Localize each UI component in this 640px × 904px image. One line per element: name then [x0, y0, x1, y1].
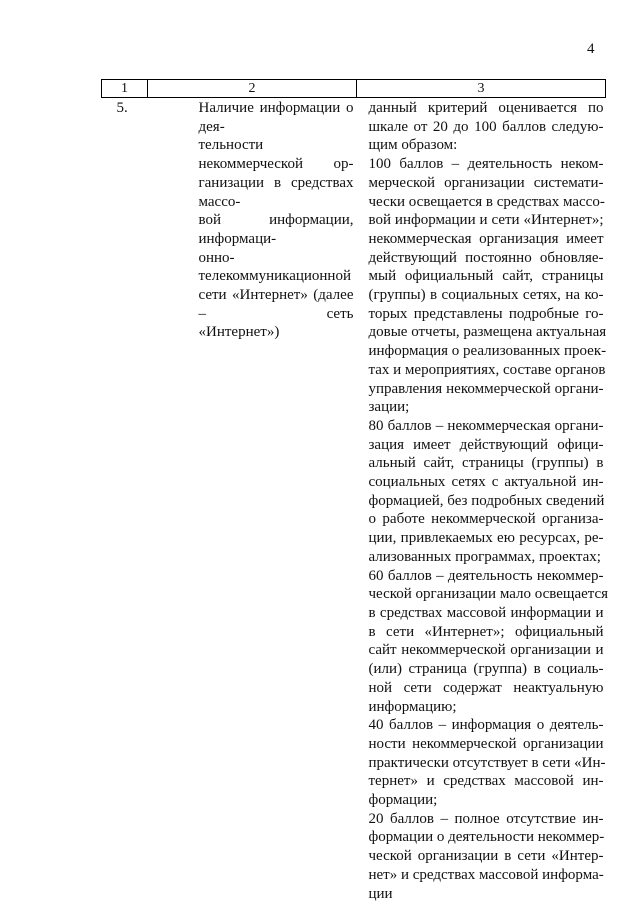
description-line: 60 баллов – деятельность некоммер-	[369, 567, 604, 586]
description-line: нет» и средствах массовой информа-	[369, 866, 604, 885]
description-line: довые отчеты, размещена актуальная	[369, 323, 604, 342]
description-paragraph	[369, 567, 604, 717]
description-line: тернет» и средствах массовой ин-	[369, 772, 604, 791]
description-line: зации;	[369, 398, 604, 417]
description-line: ции	[369, 885, 604, 904]
description-line: некоммерческая организация имеет	[369, 230, 604, 249]
criterion-line: ганизации в средствах массо-	[199, 174, 354, 211]
description-line: ализованных программах, проектах;	[369, 548, 604, 567]
description-line: (или) страница (группа) в социаль-	[369, 660, 604, 679]
description-line: сайт некоммерческой организации и	[369, 641, 604, 660]
row-number: 5.	[102, 98, 148, 904]
description-line: мый официальный сайт, страницы	[369, 267, 604, 286]
description-line: управления некоммерческой органи-	[369, 380, 604, 399]
description-cell	[357, 98, 606, 904]
description-line: социальных сетях с актуальной ин-	[369, 473, 604, 492]
description-line: практически отсутствует в сети «Ин-	[369, 754, 604, 773]
page-number: 4	[587, 40, 595, 58]
description-line: 20 баллов – полное отсутствие ин-	[369, 810, 604, 829]
description-line: в средствах массовой информации и	[369, 604, 604, 623]
description-line: зация имеет действующий офици-	[369, 436, 604, 455]
description-paragraph	[369, 417, 604, 567]
description-line: альный сайт, страницы (группы) в	[369, 454, 604, 473]
criterion-line: онно-телекоммуникационной	[199, 249, 354, 286]
description-line: ной сети содержат неактуальную	[369, 679, 604, 698]
description-line: мерческой организации системати-	[369, 174, 604, 193]
description-line: шкале от 20 до 100 баллов следую-	[369, 118, 604, 137]
description-paragraph	[369, 155, 604, 417]
description-line: щим образом:	[369, 136, 604, 155]
description-line: о работе некоммерческой организа-	[369, 510, 604, 529]
criterion-line: «Интернет»)	[199, 323, 354, 342]
table-row	[102, 98, 606, 904]
description-line: тах и мероприятиях, составе органов	[369, 361, 604, 380]
description-line: информация о реализованных проек-	[369, 342, 604, 361]
description-line: чески освещается в средствах массо-	[369, 193, 604, 212]
criterion-line: тельности некоммерческой ор-	[199, 136, 354, 173]
description-line: 40 баллов – информация о деятель-	[369, 716, 604, 735]
description-line: 100 баллов – деятельность неком-	[369, 155, 604, 174]
criterion-line: вой информации, информаци-	[199, 211, 354, 248]
criteria-table	[101, 79, 606, 904]
criterion-line: Наличие информации о дея-	[199, 99, 354, 136]
description-line: вой информации и сети «Интернет»;	[369, 211, 604, 230]
description-paragraph	[369, 716, 604, 810]
description-paragraph	[369, 99, 604, 155]
description-line: формацией, без подробных сведений	[369, 492, 604, 511]
description-line: действующий постоянно обновляе-	[369, 249, 604, 268]
criterion-line: сети «Интернет» (далее – сеть	[199, 286, 354, 323]
description-line: в сети «Интернет»; официальный	[369, 623, 604, 642]
description-line: торых представлены подробные го-	[369, 305, 604, 324]
column-header-1: 1	[102, 80, 148, 98]
column-header-3: 3	[357, 80, 606, 98]
description-line: ности некоммерческой организации	[369, 735, 604, 754]
description-line: информацию;	[369, 698, 604, 717]
description-line: формации;	[369, 791, 604, 810]
criterion-cell	[148, 98, 357, 904]
description-line: 80 баллов – некоммерческая органи-	[369, 417, 604, 436]
column-header-2: 2	[148, 80, 357, 98]
description-line: данный критерий оценивается по	[369, 99, 604, 118]
description-line: ции, привлекаемых ею ресурсах, ре-	[369, 529, 604, 548]
description-line: (группы) в социальных сетях, на ко-	[369, 286, 604, 305]
description-paragraph	[369, 810, 604, 904]
table-header-row	[102, 80, 606, 98]
description-line: ческой организации в сети «Интер-	[369, 847, 604, 866]
description-line: формации о деятельности некоммер-	[369, 828, 604, 847]
description-line: ческой организации мало освещается	[369, 585, 604, 604]
